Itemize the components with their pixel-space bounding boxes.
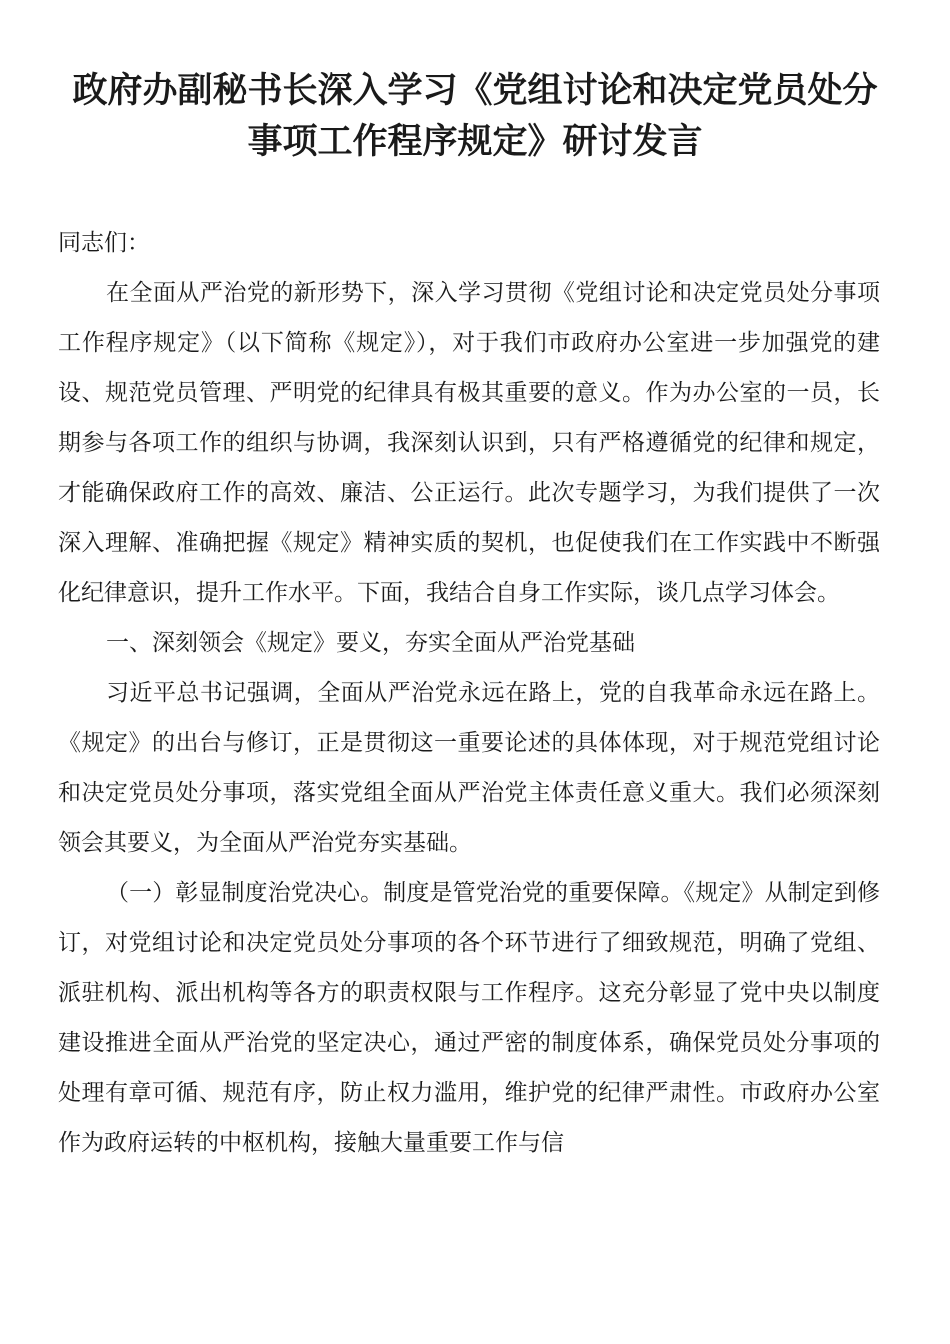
document-title [40, 66, 910, 168]
intro-paragraph: 在全面从严治党的新形势下，深入学习贯彻《党组讨论和决定党员处分事项工作程序规定》（以下简称《规定》），对于我们市政府办公室进一步加强党的建设、规范党员管理、严明党的纪律具有极其重要的意义。作为办公室的一员，长期参与各项工作的组织与协调，我深刻认识到，只有严格遵循党的纪律和规定，才能确保政府工作的高效、廉洁、公正运行。此次专题学习，为我们提供了一次深入理解、准确把握《规定》精神实质的契机，也促使我们在工作实践中不断强化纪律意识，提升工作水平。下面，我结合自身工作实际，谈几点学习体会。 [58, 280, 880, 606]
document-body [58, 218, 880, 1168]
subsection-1-paragraph: （一）彰显制度治党决心。制度是管党治党的重要保障。《规定》从制定到修订，对党组讨论和决定党员处分事项的各个环节进行了细致规范，明确了党组、派驻机构、派出机构等各方的职责权限与工作程序。这充分彰显了党中央以制度建设推进全面从严治党的坚定决心，通过严密的制度体系，确保党员处分事项的处理有章可循、规范有序，防止权力滥用，维护党的纪律严肃性。市政府办公室作为政府运转的中枢机构，接触大量重要工作与信 [58, 880, 880, 1156]
title-line-2: 事项工作程序规定》研讨发言 [247, 122, 703, 162]
title-line-1: 政府办副秘书长深入学习《党组讨论和决定党员处分 [72, 71, 878, 111]
section-1-heading: 一、深刻领会《规定》要义，夯实全面从严治党基础 [106, 630, 635, 656]
salutation: 同志们： [58, 230, 150, 256]
section-1-paragraph: 习近平总书记强调，全面从严治党永远在路上，党的自我革命永远在路上。《规定》的出台与修订，正是贯彻这一重要论述的具体体现，对于规范党组讨论和决定党员处分事项，落实党组全面从严治党主体责任意义重大。我们必须深刻领会其要义，为全面从严治党夯实基础。 [58, 680, 880, 856]
